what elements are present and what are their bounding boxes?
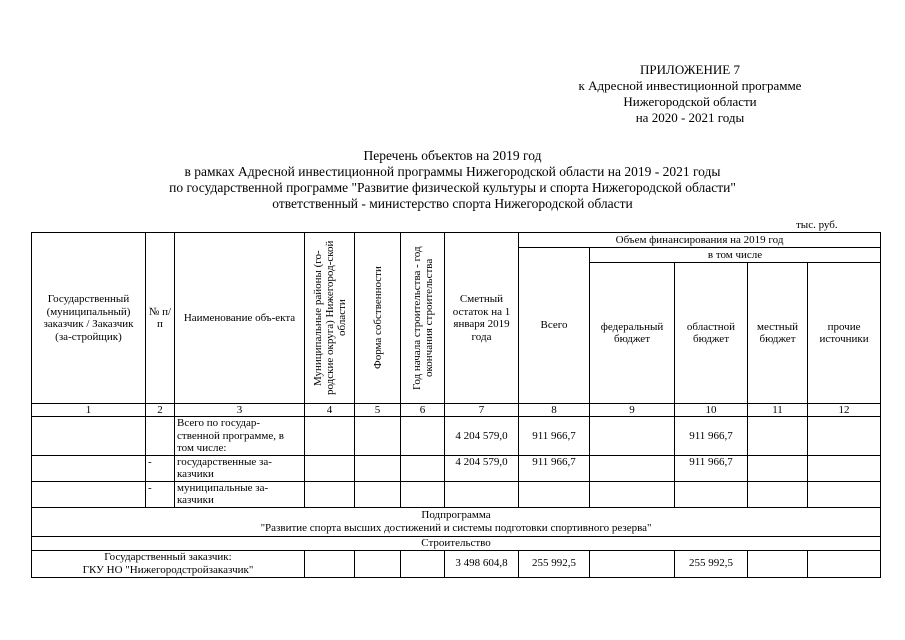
column-number: 4 — [305, 404, 355, 417]
appendix-line: ПРИЛОЖЕНИЕ 7 — [640, 62, 740, 77]
row-total-name: Всего по государ-ственной программе, в том числе: — [175, 417, 305, 456]
subprogram-name: "Развитие спорта высших достижений и системы подготовки спортивного резерва" — [260, 521, 652, 534]
column-number: 5 — [355, 404, 401, 417]
header-funding: Объем финансирования на 2019 год — [519, 233, 881, 248]
header-districts-cell — [305, 233, 355, 404]
header-other: прочие источники — [808, 263, 881, 404]
row-state-name: государственные за-казчики — [175, 455, 305, 481]
header-local: местный бюджет — [748, 263, 808, 404]
header-total: Всего — [519, 248, 590, 404]
column-number: 1 — [32, 404, 146, 417]
header-federal: федеральный бюджет — [590, 263, 675, 404]
column-number: 12 — [808, 404, 881, 417]
row-total-remaining: 4 204 579,0 — [445, 417, 519, 456]
title-line: в рамках Адресной инвестиционной программы Нижегородской области на 2019 - 2021 годы — [184, 164, 721, 179]
column-number: 2 — [146, 404, 175, 417]
column-number: 9 — [590, 404, 675, 417]
table-row-total — [32, 417, 881, 456]
header-including: в том числе — [590, 248, 881, 263]
header-remaining: Сметный остаток на 1 января 2019 года — [445, 233, 519, 404]
column-number: 8 — [519, 404, 590, 417]
subprogram-cell — [32, 507, 881, 536]
unit-label: тыс. руб. — [796, 219, 838, 231]
row-state-remaining: 4 204 579,0 — [445, 455, 519, 481]
table-row-construction — [32, 536, 881, 550]
row-customer-regional: 255 992,5 — [675, 550, 748, 577]
column-numbers-row — [32, 404, 881, 417]
title-line: по государственной программе "Развитие физической культуры и спорта Нижегородской области" — [169, 180, 736, 195]
header-ownership: Форма собственности — [371, 266, 384, 370]
column-number: 11 — [748, 404, 808, 417]
document-title — [0, 148, 905, 212]
row-municipal-num: - — [146, 481, 175, 507]
row-state-num: - — [146, 455, 175, 481]
table-row-subprogram — [32, 507, 881, 536]
header-districts: Муниципальные районы (го-родские округа) Нижегород-ской области — [311, 240, 348, 396]
row-total-sum: 911 966,7 — [519, 417, 590, 456]
row-state-regional: 911 966,7 — [675, 455, 748, 481]
column-number: 7 — [445, 404, 519, 417]
appendix-line: на 2020 - 2021 годы — [635, 110, 745, 125]
column-number: 3 — [175, 404, 305, 417]
appendix-line: Нижегородской области — [623, 94, 757, 109]
header-object-name: Наименование объ-екта — [175, 233, 305, 404]
appendix-line: к Адресной инвестиционной программе — [578, 78, 802, 93]
header-customer: Государственный (муниципальный) заказчик / Заказчик (за-стройщик) — [32, 233, 146, 404]
header-num: № п/п — [146, 233, 175, 404]
table-row-customer — [32, 550, 881, 577]
header-years-cell — [401, 233, 445, 404]
header-regional: областной бюджет — [675, 263, 748, 404]
table-row-state — [32, 455, 881, 481]
title-line: ответственный - министерство спорта Нижегородской области — [272, 196, 633, 211]
row-total-regional: 911 966,7 — [675, 417, 748, 456]
appendix-header — [540, 62, 840, 126]
subprogram-label: Подпрограмма — [421, 509, 491, 521]
header-row — [32, 233, 881, 248]
column-number: 10 — [675, 404, 748, 417]
title-line: Перечень объектов на 2019 год — [363, 148, 542, 163]
header-years: Год начала строительства - год окончания строительства — [410, 246, 435, 390]
row-state-sum: 911 966,7 — [519, 455, 590, 481]
column-number: 6 — [401, 404, 445, 417]
customer-cell — [32, 550, 305, 577]
table-row-municipal — [32, 481, 881, 507]
customer-line: Государственный заказчик: — [104, 551, 232, 563]
header-ownership-cell — [355, 233, 401, 404]
row-customer-sum: 255 992,5 — [519, 550, 590, 577]
row-municipal-name: муниципальные за-казчики — [175, 481, 305, 507]
row-customer-remaining: 3 498 604,8 — [445, 550, 519, 577]
customer-line: ГКУ НО "Нижегородстройзаказчик" — [82, 563, 254, 576]
objects-table — [31, 232, 881, 578]
construction-label: Строительство — [32, 536, 881, 550]
